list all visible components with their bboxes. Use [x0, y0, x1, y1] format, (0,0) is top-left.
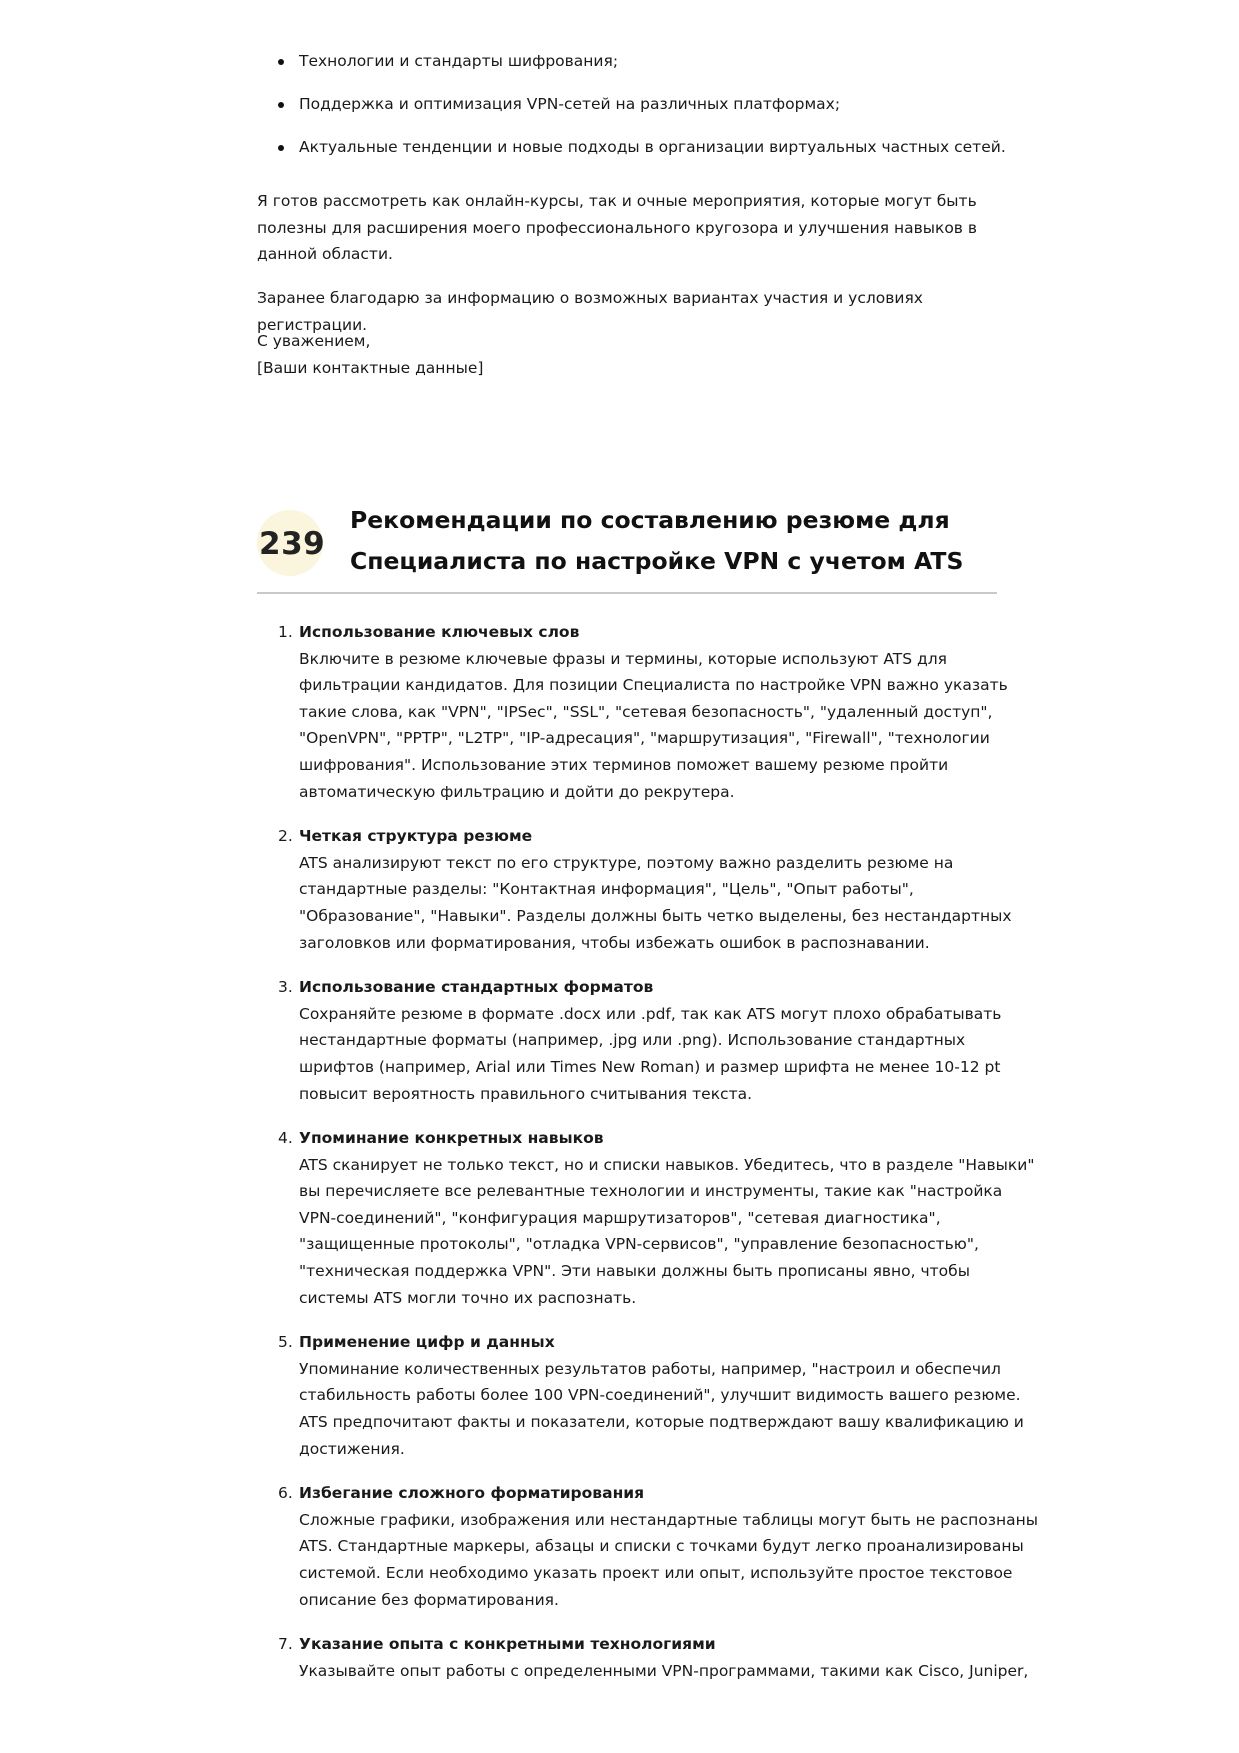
item-number: 1.: [278, 623, 293, 641]
chapter-number-badge: [257, 510, 326, 576]
item-body: Сложные графики, изображения или нестандартные таблицы могут быть не распознаны ATS. Стандартные маркеры, абзацы и списки с точками будут легко проанализированы системой. Если необходимо указать проект или опыт, используйте простое текстовое описание без форматирования.: [299, 1510, 1038, 1609]
list-item: [278, 1125, 1039, 1311]
item-body: Сохраняйте резюме в формате .docx или .pdf, так как ATS могут плохо обрабатывать нестандартные форматы (например, .jpg или .png). Использование стандартных шрифтов (например, Arial или Times New Roman) и размер шрифта не менее 10-12 pt повысит вероятность правильного считывания текста.: [299, 1004, 1002, 1103]
item-title: Четкая структура резюме: [299, 827, 533, 846]
list-item: [278, 619, 1039, 805]
item-title: Использование стандартных форматов: [299, 978, 654, 997]
item-body: Включите в резюме ключевые фразы и термины, которые используют ATS для фильтрации кандидатов. Для позиции Специалиста по настройке VPN важно указать такие слова, как "VPN", "IPSec", "SSL", "сетевая безопасность", "удаленный доступ", "OpenVPN", "PPTP", "L2TP", "IP-адресация", "маршрутизация", "Firewall", "технологии шифрования". Использование этих терминов поможет вашему резюме пройти автоматическую фильтрацию и дойти до рекрутера.: [299, 649, 1008, 801]
item-body: Указывайте опыт работы с определенными VPN-программами, такими как Cisco, Juniper,: [299, 1661, 1029, 1680]
bullet-item: Актуальные тенденции и новые подходы в организации виртуальных частных сетей.: [299, 134, 1039, 161]
list-item: [278, 823, 1039, 956]
bullet-item: Технологии и стандарты шифрования;: [299, 48, 1039, 75]
item-number: 4.: [278, 1129, 293, 1148]
item-title: Упоминание конкретных навыков: [299, 1129, 604, 1148]
list-item: [278, 1329, 1039, 1462]
list-item: [278, 1631, 1039, 1684]
item-number: 2.: [278, 827, 293, 846]
item-number: 5.: [278, 1333, 293, 1352]
list-item: [278, 1480, 1039, 1613]
closing-line: С уважением,: [257, 332, 371, 350]
paragraph-courses: Я готов рассмотреть как онлайн-курсы, так и очные мероприятия, которые могут быть полезны для расширения моего профессионального кругозора и улучшения навыков в данной области.: [257, 192, 978, 263]
item-body: ATS анализируют текст по его структуре, поэтому важно разделить резюме на стандартные разделы: "Контактная информация", "Цель", "Опыт работы", "Образование", "Навыки". Разделы должны быть четко выделены, без нестандартных заголовков или форматирования, чтобы избежать ошибок в распознавании.: [299, 853, 1012, 952]
chapter-title: Рекомендации по составлению резюме для Специалиста по настройке VPN с учетом ATS: [350, 506, 964, 575]
chapter-number: 239: [259, 526, 326, 562]
item-title: Использование ключевых слов: [299, 623, 580, 641]
paragraph-thanks: Заранее благодарю за информацию о возможных вариантах участия и условиях регистрации.: [257, 289, 923, 334]
chapter-header: [257, 500, 997, 594]
list-item: [278, 974, 1039, 1107]
bullet-item: Поддержка и оптимизация VPN-сетей на различных платформах;: [299, 91, 1039, 118]
item-title: Избегание сложного форматирования: [299, 1484, 645, 1503]
contact-placeholder: [Ваши контактные данные]: [257, 359, 484, 377]
item-number: 6.: [278, 1484, 293, 1503]
item-number: 3.: [278, 978, 293, 997]
item-title: Указание опыта с конкретными технологиями: [299, 1635, 716, 1654]
item-body: ATS сканирует не только текст, но и списки навыков. Убедитесь, что в разделе "Навыки" вы перечисляете все релевантные технологии и инструменты, такие как "настройка VPN-соединений", "конфигурация маршрутизаторов", "сетевая диагностика", "защищенные протоколы", "отладка VPN-сервисов", "управление безопасностью", "техническая поддержка VPN". Эти навыки должны быть прописаны явно, чтобы системы ATS могли точно их распознать.: [299, 1155, 1035, 1307]
item-title: Применение цифр и данных: [299, 1333, 555, 1352]
bullet-list: [257, 48, 1039, 177]
recommendations-list: [257, 619, 1039, 1702]
item-body: Упоминание количественных результатов работы, например, "настроил и обеспечил стабильность работы более 100 VPN-соединений", улучшит видимость вашего резюме. ATS предпочитают факты и показатели, которые подтверждают вашу квалификацию и достижения.: [299, 1359, 1024, 1458]
item-number: 7.: [278, 1635, 293, 1654]
